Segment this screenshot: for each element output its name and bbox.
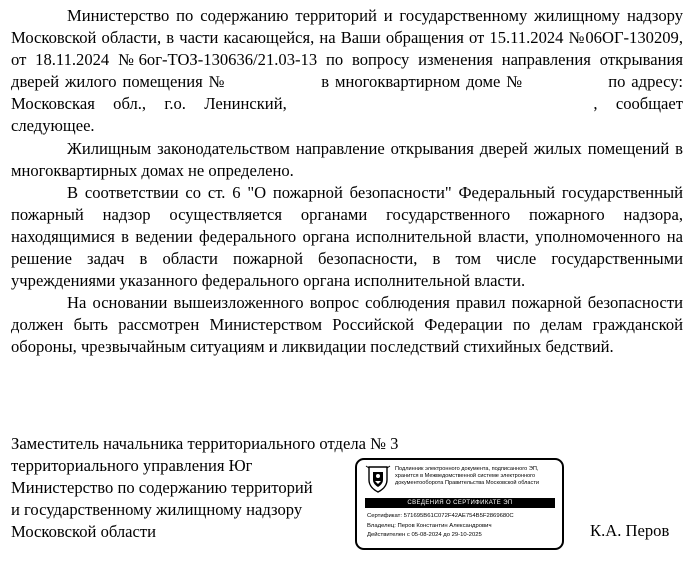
electronic-signature-stamp: [355, 458, 564, 550]
intro-house-text: в многоквартирном доме №: [315, 72, 530, 92]
letter-body: [11, 5, 683, 359]
signatory-line: и государственному жилищному надзору: [11, 500, 303, 520]
stamp-header-line: хранится в Межведомственной системе электронного: [395, 472, 536, 479]
signatory-position: [11, 433, 399, 543]
stamp-header-line: Подлинник электронного документа, подписанного ЭП,: [395, 466, 539, 472]
signatory-line: Заместитель начальника территориального отдела № 3: [11, 434, 399, 453]
moscow-region-coat-of-arms-icon: [365, 465, 391, 493]
redacted-address: [305, 93, 593, 115]
redacted-apartment-number: [226, 71, 315, 93]
stamp-owner: Владелец: Перов Константин Александрович: [367, 522, 492, 529]
intro-closing-text: , сообщает следующее.: [11, 94, 683, 136]
intro-text: Министерство по содержанию территорий и государственному жилищному надзору Московской области, в части касающейся, на Ваши обращения от 15.11.2024 №06ОГ-130209, от 18.11.2024 №6ог-ТОЗ-130636/21.03-13 по вопросу изменения направления открывания дверей жилого помещения №: [11, 6, 683, 92]
stamp-banner: СВЕДЕНИЯ О СЕРТИФИКАТЕ ЭП: [365, 498, 555, 508]
stamp-validity: Действителен с 05-08-2024 до 29-10-2025: [367, 532, 482, 539]
signatory-line: Министерство по содержанию территорий: [11, 478, 313, 498]
stamp-certificate-number: Сертификат: 571695B61C072F42AE754B5F2869680C: [367, 513, 514, 519]
paragraph-fire-supervision: В соответствии со ст. 6 "О пожарной безопасности" Федеральный государственный пожарный надзор осуществляется органами государственного пожарного надзора, находящимися в ведении федерального органа исполнительной власти, уполномоченного на решение задач в области пожарной безопасности, в том числе государственными учреждениями указанного федерального органа исполнительной власти.: [11, 182, 683, 291]
paragraph-housing-law: Жилищным законодательством направление открывания дверей жилых помещений в многоквартирных домах не определено.: [11, 138, 683, 180]
signatory-line: Московской области: [11, 522, 157, 542]
intro-address-text: по адресу: Московская обл., г.о. Ленинский,: [11, 72, 683, 114]
redacted-house-number: [530, 71, 603, 93]
signatory-line: территориального управления Юг: [11, 456, 253, 476]
paragraph-conclusion: На основании вышеизложенного вопрос соблюдения правил пожарной безопасности должен быть рассмотрен Министерством Российской Федерации по делам гражданской обороны, чрезвычайным ситуациям и ликвидации последствий стихийных бедствий.: [11, 293, 683, 357]
stamp-certificate-info: [367, 512, 557, 541]
stamp-header-line: документооборота Правительства Московской области: [395, 479, 540, 486]
signatory-name: К.А. Перов: [590, 521, 670, 540]
stamp-header: [395, 466, 560, 486]
paragraph-intro: [11, 5, 683, 138]
